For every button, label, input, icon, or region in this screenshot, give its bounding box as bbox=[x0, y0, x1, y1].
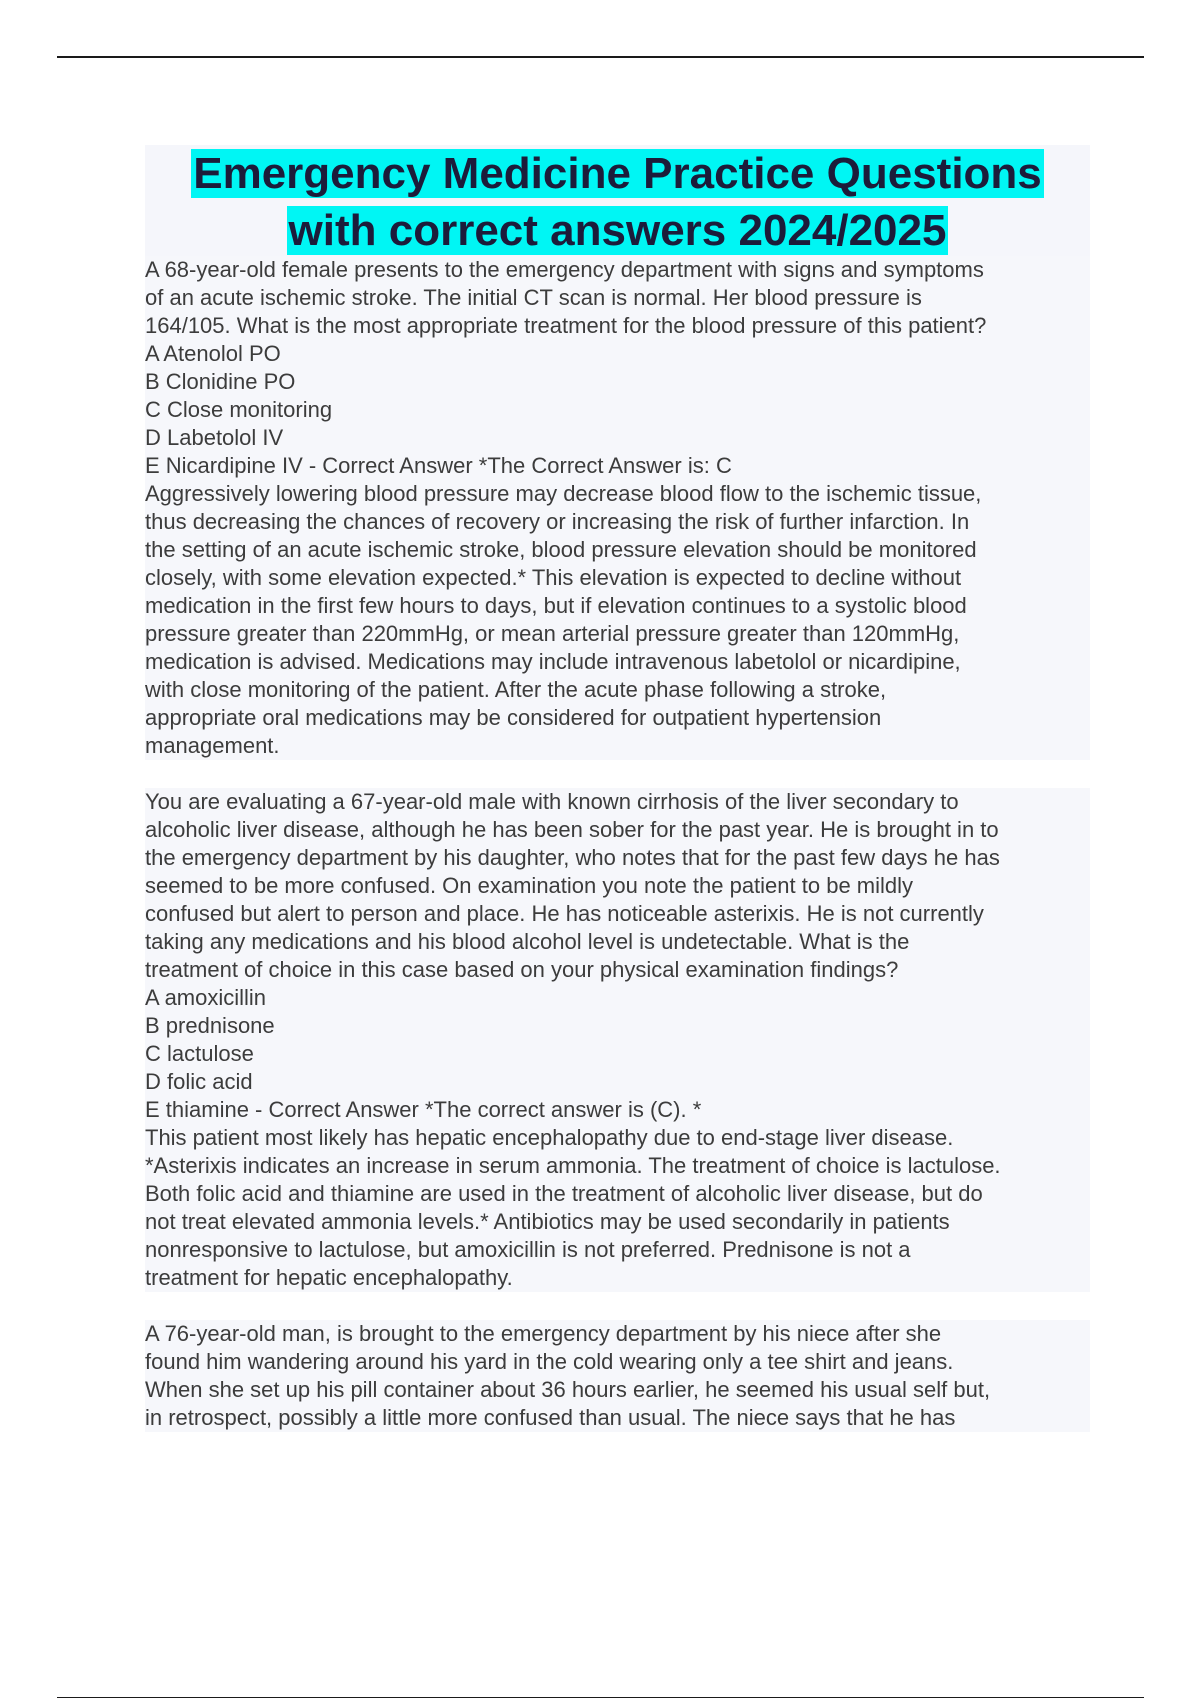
question-stem-line: confused but alert to person and place. He has noticeable asterixis. He is not currently bbox=[145, 900, 1090, 928]
answer-option: D Labetolol IV bbox=[145, 424, 1090, 452]
explanation-line: *Asterixis indicates an increase in serum ammonia. The treatment of choice is lactulose. bbox=[145, 1152, 1090, 1180]
question-stem-line: alcoholic liver disease, although he has been sober for the past year. He is brought in to bbox=[145, 816, 1090, 844]
question-stem-line: in retrospect, possibly a little more confused than usual. The niece says that he has bbox=[145, 1404, 1090, 1432]
question-stem-line: seemed to be more confused. On examination you note the patient to be mildly bbox=[145, 872, 1090, 900]
answer-option: C Close monitoring bbox=[145, 396, 1090, 424]
explanation-line: not treat elevated ammonia levels.* Antibiotics may be used secondarily in patients bbox=[145, 1208, 1090, 1236]
explanation-line: pressure greater than 220mmHg, or mean arterial pressure greater than 120mmHg, bbox=[145, 620, 1090, 648]
explanation-line: medication in the first few hours to days, but if elevation continues to a systolic blood bbox=[145, 592, 1090, 620]
explanation-line: the setting of an acute ischemic stroke, blood pressure elevation should be monitored bbox=[145, 536, 1090, 564]
explanation-line: Both folic acid and thiamine are used in the treatment of alcoholic liver disease, but do bbox=[145, 1180, 1090, 1208]
question-stem-line: 164/105. What is the most appropriate treatment for the blood pressure of this patient? bbox=[145, 312, 1090, 340]
answer-option-with-correct-answer: E thiamine - Correct Answer *The correct answer is (C). * bbox=[145, 1096, 1090, 1124]
answer-option: B Clonidine PO bbox=[145, 368, 1090, 396]
answer-option-with-correct-answer: E Nicardipine IV - Correct Answer *The Correct Answer is: C bbox=[145, 452, 1090, 480]
paragraph-gap bbox=[145, 1292, 1090, 1320]
explanation-line: This patient most likely has hepatic encephalopathy due to end-stage liver disease. bbox=[145, 1124, 1090, 1152]
question-stem-line: taking any medications and his blood alcohol level is undetectable. What is the bbox=[145, 928, 1090, 956]
explanation-line: with close monitoring of the patient. After the acute phase following a stroke, bbox=[145, 676, 1090, 704]
answer-option: C lactulose bbox=[145, 1040, 1090, 1068]
question-stem-line: You are evaluating a 67-year-old male with known cirrhosis of the liver secondary to bbox=[145, 788, 1090, 816]
question-1 bbox=[145, 256, 1090, 760]
explanation-line: thus decreasing the chances of recovery or increasing the risk of further infarction. In bbox=[145, 508, 1090, 536]
answer-option: D folic acid bbox=[145, 1068, 1090, 1096]
question-stem-line: treatment of choice in this case based on your physical examination findings? bbox=[145, 956, 1090, 984]
explanation-line: closely, with some elevation expected.* This elevation is expected to decline without bbox=[145, 564, 1090, 592]
document-body bbox=[145, 256, 1090, 1432]
question-stem-line: When she set up his pill container about 36 hours earlier, he seemed his usual self but, bbox=[145, 1376, 1090, 1404]
question-stem-line: A 76-year-old man, is brought to the emergency department by his niece after she bbox=[145, 1320, 1090, 1348]
bottom-rule bbox=[57, 1697, 1144, 1698]
explanation-line: nonresponsive to lactulose, but amoxicillin is not preferred. Prednisone is not a bbox=[145, 1236, 1090, 1264]
question-stem-line: the emergency department by his daughter, who notes that for the past few days he has bbox=[145, 844, 1090, 872]
explanation-line: management. bbox=[145, 732, 1090, 760]
title-line-2: with correct answers 2024/2025 bbox=[288, 206, 947, 255]
explanation-line: treatment for hepatic encephalopathy. bbox=[145, 1264, 1090, 1292]
explanation-line: medication is advised. Medications may include intravenous labetolol or nicardipine, bbox=[145, 648, 1090, 676]
explanation-line: Aggressively lowering blood pressure may decrease blood flow to the ischemic tissue, bbox=[145, 480, 1090, 508]
top-rule bbox=[57, 56, 1144, 58]
paragraph-gap bbox=[145, 760, 1090, 788]
question-3 bbox=[145, 1320, 1090, 1432]
answer-option: A Atenolol PO bbox=[145, 340, 1090, 368]
answer-option: B prednisone bbox=[145, 1012, 1090, 1040]
question-stem-line: of an acute ischemic stroke. The initial CT scan is normal. Her blood pressure is bbox=[145, 284, 1090, 312]
answer-option: A amoxicillin bbox=[145, 984, 1090, 1012]
explanation-line: appropriate oral medications may be considered for outpatient hypertension bbox=[145, 704, 1090, 732]
page-title bbox=[145, 145, 1090, 259]
question-2 bbox=[145, 788, 1090, 1292]
title-line-1: Emergency Medicine Practice Questions bbox=[193, 149, 1042, 198]
question-stem-line: found him wandering around his yard in the cold wearing only a tee shirt and jeans. bbox=[145, 1348, 1090, 1376]
question-stem-line: A 68-year-old female presents to the emergency department with signs and symptoms bbox=[145, 256, 1090, 284]
